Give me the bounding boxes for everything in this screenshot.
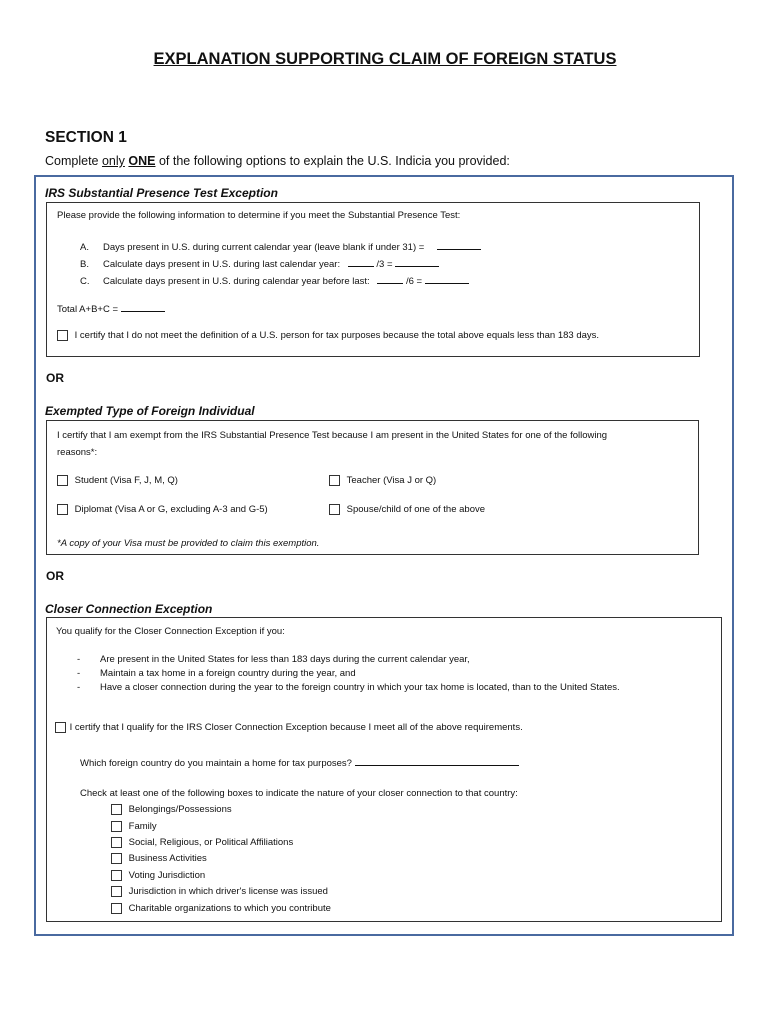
- teacher-label: Teacher (Visa J or Q): [346, 475, 437, 487]
- closer-bullet-3: [77, 682, 620, 693]
- exempt-heading: Exempted Type of Foreign Individual: [45, 404, 255, 418]
- closer-certify: [55, 722, 523, 733]
- spouse-checkbox[interactable]: [329, 504, 340, 515]
- exempt-option-student: [57, 475, 178, 486]
- spt-item-b-text: Calculate days present in U.S. during last calendar year:: [103, 259, 341, 270]
- closer-check-instructions: Check at least one of the following boxes to indicate the nature of your closer connection to that country:: [80, 788, 518, 799]
- spt-item-a-letter: A.: [80, 242, 89, 253]
- spt-days-last-input[interactable]: [348, 256, 374, 267]
- spt-heading: IRS Substantial Presence Test Exception: [45, 186, 278, 200]
- connection-social: [111, 837, 293, 848]
- closer-question-label: Which foreign country do you maintain a home for tax purposes?: [80, 758, 352, 769]
- spt-item-a: [80, 239, 481, 253]
- charitable-label: Charitable organizations to which you contribute: [128, 903, 331, 915]
- exempt-option-spouse: [329, 504, 485, 515]
- belongings-label: Belongings/Possessions: [128, 804, 232, 816]
- intro-after: of the following options to explain the U.S. Indicia you provided:: [155, 154, 510, 168]
- social-checkbox[interactable]: [111, 837, 122, 848]
- connection-family: [111, 821, 157, 832]
- exempt-option-teacher: [329, 475, 436, 486]
- or-divider-1: OR: [46, 371, 64, 385]
- diplomat-label: Diplomat (Visa A or G, excluding A-3 and G-5): [74, 504, 268, 516]
- spt-certify-label: I certify that I do not meet the definition of a U.S. person for tax purposes because the total above equals less than 183 days.: [74, 330, 600, 342]
- exempt-text-1: I certify that I am exempt from the IRS Substantial Presence Test because I am present in the United States for one of the following: [57, 430, 608, 441]
- page-title: EXPLANATION SUPPORTING CLAIM OF FOREIGN STATUS: [153, 50, 617, 68]
- spt-item-c: [80, 273, 469, 287]
- closer-heading: Closer Connection Exception: [45, 602, 213, 616]
- exempt-note: *A copy of your Visa must be provided to claim this exemption.: [57, 538, 320, 549]
- spt-total-label: Total A+B+C =: [57, 304, 118, 315]
- spt-item-c-suffix: /6 =: [405, 276, 423, 287]
- section-heading: SECTION 1: [45, 129, 127, 146]
- license-label: Jurisdiction in which driver's license was issued: [128, 886, 328, 898]
- spt-days-before-input[interactable]: [377, 273, 403, 284]
- intro-text: [45, 154, 510, 168]
- spt-item-b-letter: B.: [80, 259, 89, 270]
- bullet-dash: -: [77, 682, 81, 693]
- spt-days-before-result[interactable]: [425, 273, 469, 284]
- charitable-checkbox[interactable]: [111, 903, 122, 914]
- family-label: Family: [128, 821, 157, 833]
- spt-total-input[interactable]: [121, 301, 165, 312]
- voting-label: Voting Jurisdiction: [128, 870, 206, 882]
- closer-bullet-1: [77, 654, 470, 665]
- closer-bullet-1-text: Are present in the United States for less than 183 days during the current calendar year,: [100, 654, 470, 665]
- connection-belongings: [111, 804, 232, 815]
- closer-bullet-2-text: Maintain a tax home in a foreign country during the year, and: [100, 668, 356, 679]
- closer-certify-label: I certify that I qualify for the IRS Closer Connection Exception because I meet all of the above requirements.: [69, 722, 523, 734]
- intro-before: Complete: [45, 154, 102, 168]
- connection-license: [111, 886, 328, 897]
- connection-business: [111, 853, 207, 864]
- foreign-country-input[interactable]: [355, 755, 519, 766]
- exempt-text-2: reasons*:: [57, 447, 98, 458]
- spt-days-current-input[interactable]: [437, 239, 481, 250]
- teacher-checkbox[interactable]: [329, 475, 340, 486]
- bullet-dash: -: [77, 654, 81, 665]
- spt-instructions: Please provide the following information to determine if you meet the Substantial Presence Test:: [57, 210, 461, 221]
- student-checkbox[interactable]: [57, 475, 68, 486]
- student-label: Student (Visa F, J, M, Q): [74, 475, 178, 487]
- license-checkbox[interactable]: [111, 886, 122, 897]
- business-label: Business Activities: [128, 853, 207, 865]
- spt-item-c-text: Calculate days present in U.S. during calendar year before last:: [103, 276, 370, 287]
- spt-total: [57, 301, 165, 315]
- spt-item-c-letter: C.: [80, 276, 90, 287]
- social-label: Social, Religious, or Political Affiliations: [128, 837, 294, 849]
- spt-item-b: [80, 256, 439, 270]
- spt-certify-checkbox[interactable]: [57, 330, 68, 341]
- exempt-option-diplomat: [57, 504, 268, 515]
- closer-box: [46, 617, 722, 922]
- intro-only: only: [101, 154, 125, 168]
- closer-bullet-3-text: Have a closer connection during the year to the foreign country in which your tax home is located, than to the United States.: [100, 682, 620, 693]
- spt-certify: [57, 330, 599, 341]
- connection-charitable: [111, 903, 331, 914]
- belongings-checkbox[interactable]: [111, 804, 122, 815]
- family-checkbox[interactable]: [111, 821, 122, 832]
- spt-box: [46, 202, 700, 357]
- connection-voting: [111, 870, 205, 881]
- spt-item-b-suffix: /3 =: [376, 259, 393, 270]
- spt-days-last-result[interactable]: [395, 256, 439, 267]
- voting-checkbox[interactable]: [111, 870, 122, 881]
- intro-one: ONE: [128, 154, 156, 168]
- closer-bullet-2: [77, 668, 356, 679]
- closer-certify-checkbox[interactable]: [55, 722, 66, 733]
- spt-item-a-text: Days present in U.S. during current calendar year (leave blank if under 31) =: [103, 242, 425, 253]
- spouse-label: Spouse/child of one of the above: [346, 504, 486, 516]
- closer-qualify: You qualify for the Closer Connection Exception if you:: [56, 626, 285, 637]
- or-divider-2: OR: [46, 569, 64, 583]
- diplomat-checkbox[interactable]: [57, 504, 68, 515]
- exempt-box: [46, 420, 699, 555]
- bullet-dash: -: [77, 668, 81, 679]
- closer-question: [80, 755, 519, 769]
- business-checkbox[interactable]: [111, 853, 122, 864]
